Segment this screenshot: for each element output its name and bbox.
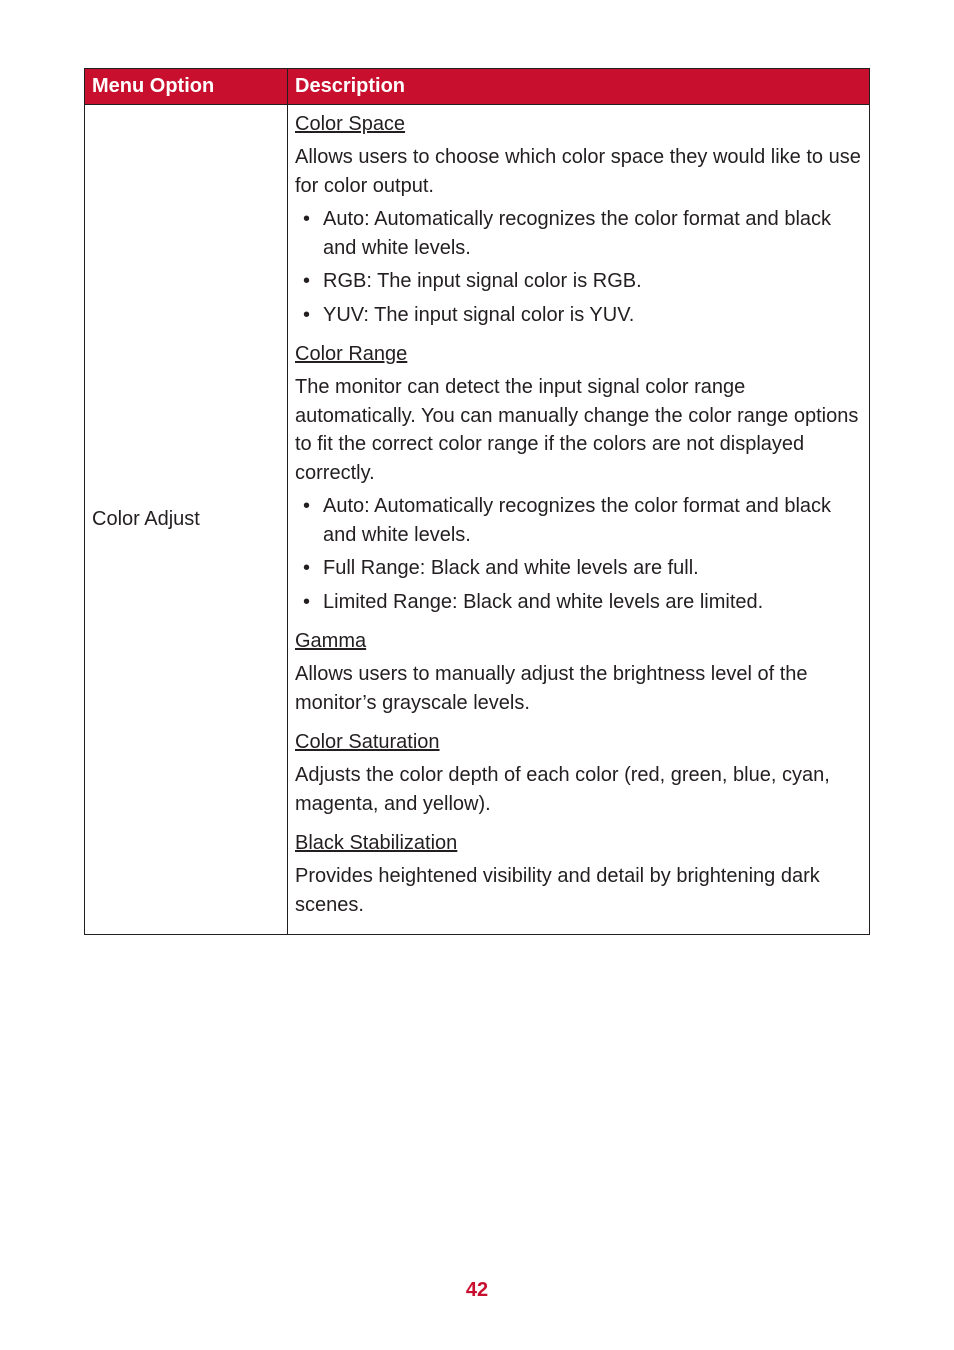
bullet-list xyxy=(295,205,862,329)
section-title: Gamma xyxy=(295,630,367,652)
section-body: Adjusts the color depth of each color (red, green, blue, cyan, magenta, and yellow). xyxy=(295,764,830,815)
bullet-icon: • xyxy=(303,495,311,517)
bullet-icon: • xyxy=(303,557,311,579)
list-item xyxy=(301,205,862,262)
table-row xyxy=(85,105,870,935)
section-body: Allows users to manually adjust the brightness level of the monitor’s grayscale levels. xyxy=(295,663,808,714)
list-item xyxy=(301,267,862,296)
bullet-text: YUV: The input signal color is YUV. xyxy=(323,303,635,326)
section-color-space xyxy=(295,110,862,329)
header-description: Description xyxy=(288,69,870,105)
section-body: Provides heightened visibility and detail by brightening dark scenes. xyxy=(295,865,820,916)
bullet-icon: • xyxy=(303,270,311,292)
section-body: The monitor can detect the input signal color range automatically. You can manually change the color range options to fit the correct color range if the colors are not displayed correctly. xyxy=(295,376,859,484)
page-number: 42 xyxy=(465,1279,489,1301)
section-gamma xyxy=(295,627,862,717)
bullet-icon: • xyxy=(303,208,311,230)
description-cell xyxy=(288,105,870,935)
header-menu-option: Menu Option xyxy=(85,69,288,105)
bullet-text: Limited Range: Black and white levels are limited. xyxy=(323,590,764,613)
section-title: Color Space xyxy=(295,113,406,135)
bullet-list xyxy=(295,492,862,616)
section-title: Black Stabilization xyxy=(295,832,458,854)
menu-option-cell: Color Adjust xyxy=(85,105,288,935)
section-body: Allows users to choose which color space they would like to use for color output. xyxy=(295,146,861,197)
menu-options-table xyxy=(84,68,870,935)
bullet-icon: • xyxy=(303,590,311,613)
bullet-text: RGB: The input signal color is RGB. xyxy=(323,270,642,292)
bullet-text: Auto: Automatically recognizes the color format and black and white levels. xyxy=(323,208,832,259)
list-item xyxy=(301,492,862,549)
bullet-icon: • xyxy=(303,303,311,326)
bullet-text: Full Range: Black and white levels are full. xyxy=(323,557,699,579)
list-item xyxy=(301,588,862,617)
section-black-stabilization xyxy=(295,829,862,919)
bullet-text: Auto: Automatically recognizes the color format and black and white levels. xyxy=(323,495,832,546)
table-header-row xyxy=(85,69,870,105)
section-color-range xyxy=(295,340,862,616)
section-title: Color Range xyxy=(295,343,408,365)
list-item xyxy=(301,301,862,330)
list-item xyxy=(301,554,862,583)
section-title: Color Saturation xyxy=(295,731,440,753)
section-color-saturation xyxy=(295,728,862,818)
